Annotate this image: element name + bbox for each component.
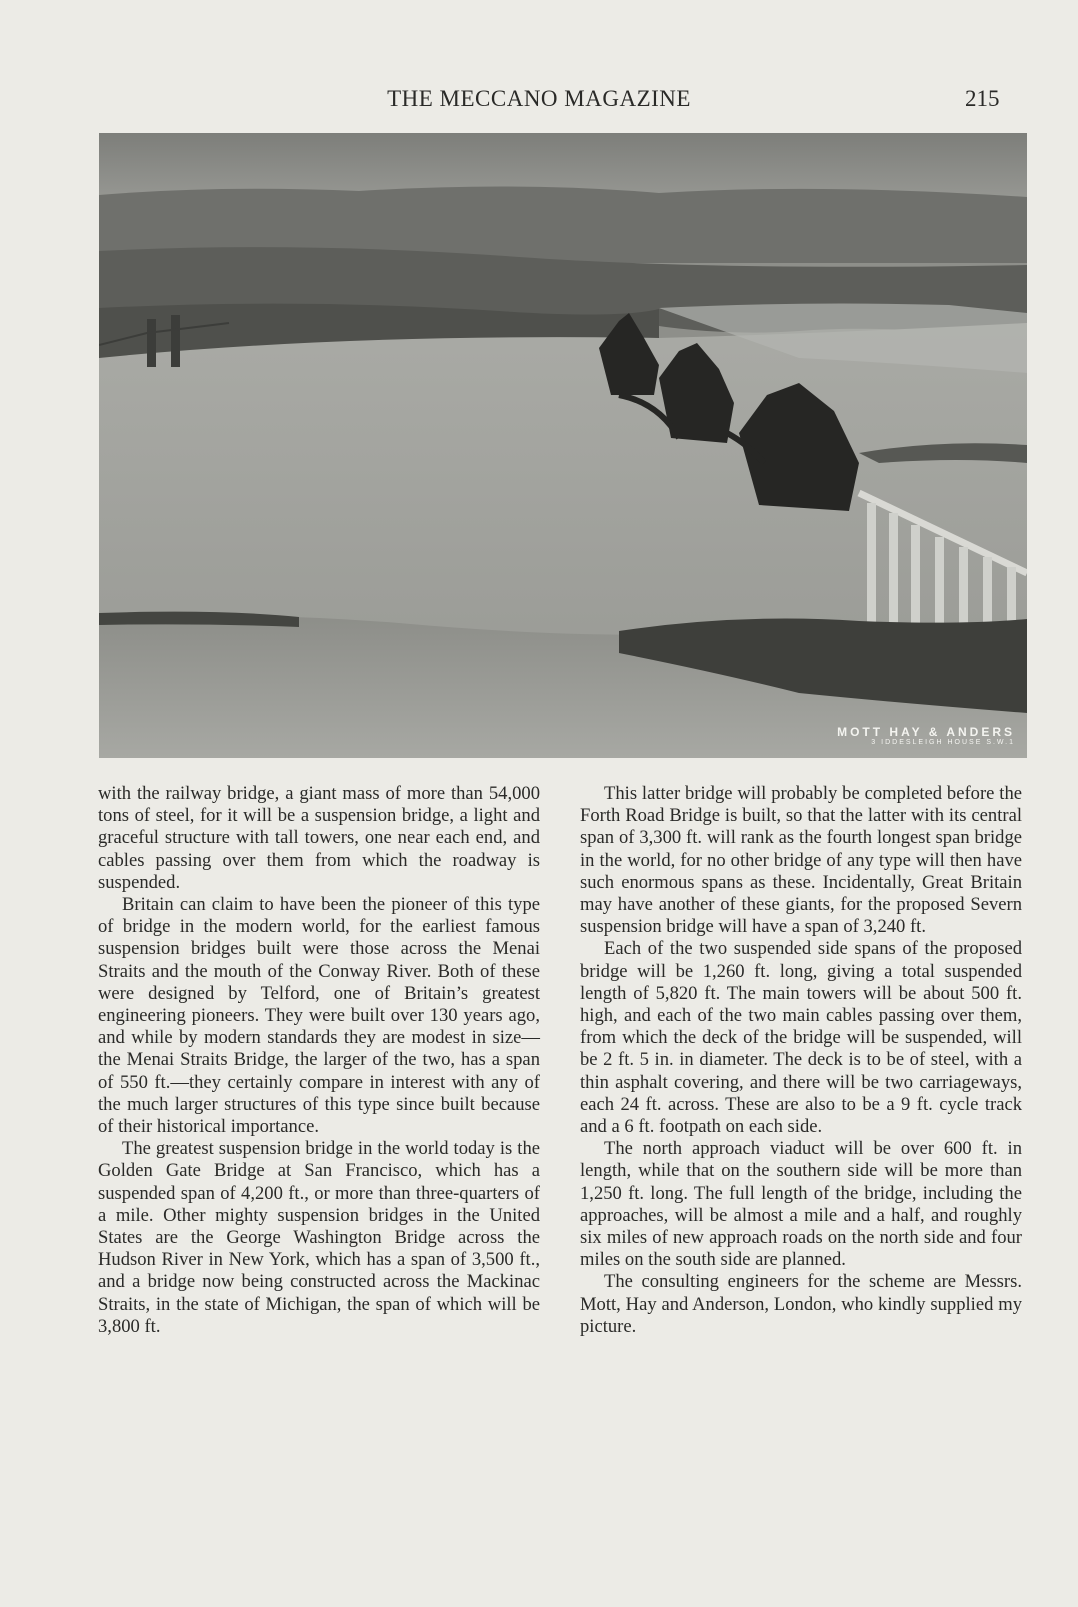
photo-credit-address: 3 IDDESLEIGH HOUSE S.W.1 [871, 738, 1015, 746]
photo-credit-name: MOTT HAY & ANDERS [837, 725, 1015, 740]
photo-credit [837, 726, 1015, 746]
paragraph: Britain can claim to have been the pioneer of this type of bridge in the modern world, for the earliest famous suspension bridges built were those across the Menai Straits and the mouth of the Conway River. Both of these were designed by Telford, one of Britain’s greatest engineering pioneers. They were built over 130 years ago, and while by modern standards they are modest in size—the Menai Straits Bridge, the larger of the two, has a span of 550 ft.—they certainly compare in interest with any of the much larger structures of this type since built because of their historical importance. [98, 894, 540, 1138]
magazine-title: THE MECCANO MAGAZINE [387, 86, 691, 111]
paragraph: The greatest suspension bridge in the world today is the Golden Gate Bridge at San Francisco, which has a suspended span of 4,200 ft., or more than three-quarters of a mile. Other mighty suspension bridges in the United States are the George Washington Bridge across the Hudson River in New York, which has a span of 3,500 ft., and a bridge now being constructed across the Mackinac Straits, in the state of Michigan, the span of which will be 3,800 ft. [98, 1138, 540, 1337]
article-left-column [98, 783, 540, 1338]
paragraph: Each of the two suspended side spans of the proposed bridge will be 1,260 ft. long, giving a total suspended length of 5,820 ft. The main towers will be about 500 ft. high, and each of the two main cables passing over them, from which the deck of the bridge will be suspended, will be 2 ft. 5 in. in diameter. The deck is to be of steel, with a thin asphalt covering, and there will be two carriageways, each 24 ft. across. These are also to be a 9 ft. cycle track and a 6 ft. footpath on each side. [580, 938, 1022, 1138]
paragraph: The consulting engineers for the scheme are Messrs. Mott, Hay and Anderson, London, who kindly supplied my picture. [580, 1271, 1022, 1337]
bridge-illustration [99, 133, 1027, 758]
article-right-column [580, 783, 1022, 1338]
bridge-photo [99, 133, 1027, 758]
page-number: 215 [965, 86, 1000, 111]
paragraph: This latter bridge will probably be completed before the Forth Road Bridge is built, so that the latter with its central span of 3,300 ft. will rank as the fourth longest span bridge in the world, for no other bridge of any type will then have such enormous spans as these. Incidentally, Great Britain may have another of these giants, for the proposed Severn suspension bridge will have a span of 3,240 ft. [580, 783, 1022, 938]
paragraph: with the railway bridge, a giant mass of more than 54,000 tons of steel, for it will be a suspension bridge, a light and graceful structure with tall towers, one near each end, and cables passing over them from which the roadway is suspended. [98, 783, 540, 893]
paragraph: The north approach viaduct will be over 600 ft. in length, while that on the southern side will be more than 1,250 ft. long. The full length of the bridge, including the approaches, will be almost a mile and a half, and roughly six miles of new approach roads on the north side and four miles on the south side are planned. [580, 1138, 1022, 1271]
